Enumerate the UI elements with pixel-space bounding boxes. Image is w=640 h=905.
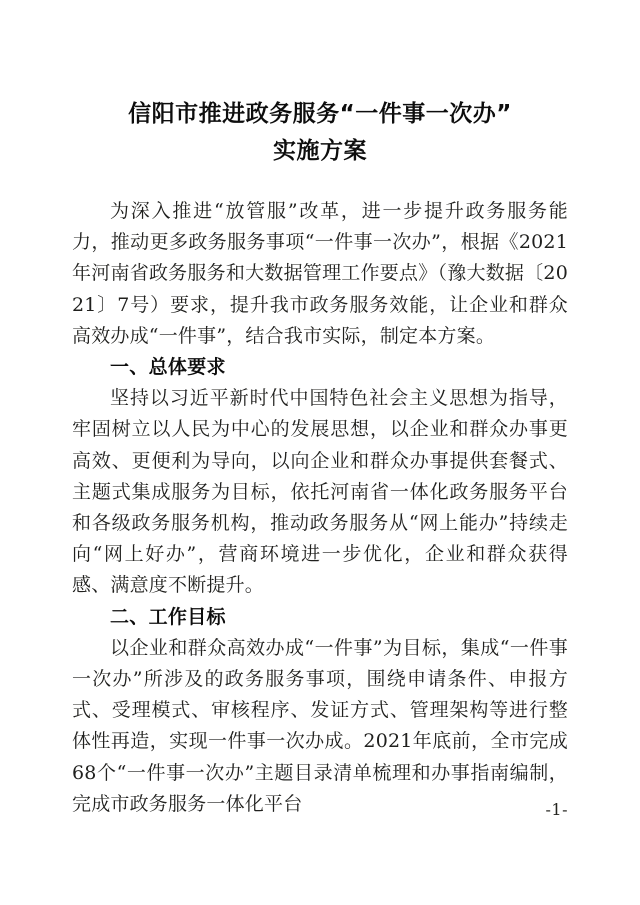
page-number: -1- xyxy=(545,800,568,819)
section-heading-work-objectives: 二、工作目标 xyxy=(110,605,226,628)
document-title-line-1: 信阳市推进政务服务“一件事一次办” xyxy=(128,101,512,127)
section-heading-overall-requirements: 一、总体要求 xyxy=(110,356,226,379)
paragraph-overall-requirements: 坚持以习近平新时代中国特色社会主义思想为指导，牢固树立以人民为中心的发展思想，以企业和群众办事更高效、更便利为导向，以向企业和群众办事提供套餐式、主题式集成服务为目标，依托河南省一体化政务服务平台和各级政务服务机构，推动政务服务从“网上能办”持续走向“网上好办”，营商环境进一步优化，企业和群众获得感、满意度不断提升。 xyxy=(72,387,568,597)
document-body xyxy=(72,196,568,820)
paragraph-work-objectives: 以企业和群众高效办成“一件事”为目标，集成“一件事一次办”所涉及的政务服务事项，围绕申请条件、申报方式、受理模式、审核程序、发证方式、管理架构等进行整体性再造，实现一件事一次办成。2021年底前，全市完成68个“一件事一次办”主题目录清单梳理和办事指南编制，完成市政务服务一体化平台 xyxy=(72,636,568,815)
paragraph-preamble: 为深入推进“放管服”改革，进一步提升政务服务能力，推动更多政务服务事项“一件事一次办”，根据《2021年河南省政务服务和大数据管理工作要点》（豫大数据〔2021〕7号）要求，提升我市政务服务效能，让企业和群众高效办成“一件事”，结合我市实际，制定本方案。 xyxy=(72,200,568,347)
document-title xyxy=(72,96,568,170)
document-title-line-2: 实施方案 xyxy=(273,138,367,164)
